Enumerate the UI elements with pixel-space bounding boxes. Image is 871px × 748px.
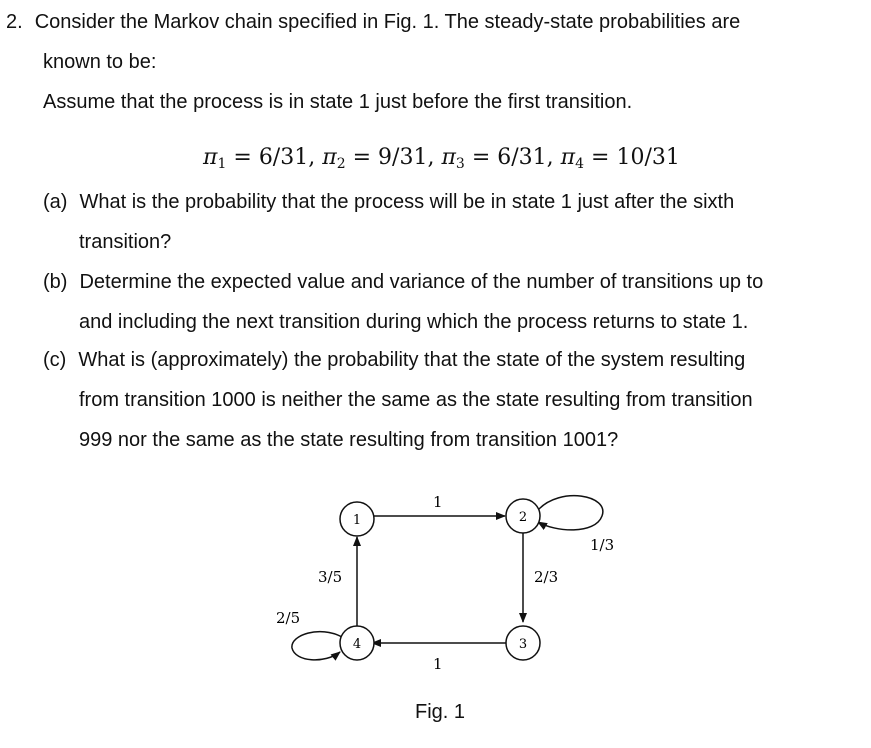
edge-4-self-loop <box>292 632 342 660</box>
pi-4: $\pi_4 = 10/31$ <box>560 145 680 172</box>
part-c-label: (c) <box>43 349 67 371</box>
part-c-line-3: 999 nor the same as the state resulting from transition 1001? <box>79 429 619 451</box>
svg-text:2: 2 <box>518 510 528 525</box>
state-node-2 <box>506 499 540 533</box>
problem-number: 2. <box>6 11 23 33</box>
part-b-line-2: and including the next transition during which the process returns to state 1. <box>79 311 749 333</box>
part-c-line-1: (c) What is (approximately) the probability that the state of the system resulting <box>43 349 746 371</box>
svg-text:1: 1 <box>352 513 362 528</box>
part-a-line-2: transition? <box>79 231 172 253</box>
part-b-line-1: (b) Determine the expected value and variance of the number of transitions up to <box>43 271 764 293</box>
pi-1: $\pi_1 = 6/31$, <box>203 145 323 172</box>
part-b-label: (b) <box>43 271 68 293</box>
figure-caption: Fig. 1 <box>415 701 466 723</box>
edge-2-self-loop <box>538 496 603 530</box>
svg-text:3: 3 <box>518 637 528 652</box>
part-a-line-1: (a) What is the probability that the process will be in state 1 just after the sixth <box>43 191 735 213</box>
edge-label-3-to-4: 1 <box>433 655 443 673</box>
pi-2: $\pi_2 = 9/31$, <box>322 145 442 172</box>
edge-label-2-self: 1/3 <box>590 536 615 554</box>
edge-label-4-self: 2/5 <box>276 609 301 627</box>
edge-label-2-to-3: 2/3 <box>534 568 559 586</box>
part-c-line-2: from transition 1000 is neither the same as the state resulting from transition <box>79 389 753 411</box>
assume-line: Assume that the process is in state 1 just before the first transition. <box>43 91 633 113</box>
state-node-3 <box>506 626 540 660</box>
state-node-4 <box>340 626 374 660</box>
part-a-label: (a) <box>43 191 68 213</box>
intro-text-1: Consider the Markov chain specified in Fig. 1. The steady-state probabilities are <box>34 11 741 33</box>
edge-label-1-to-2: 1 <box>433 493 443 511</box>
state-node-1 <box>340 502 374 536</box>
pi-3: $\pi_3 = 6/31$, <box>441 145 561 172</box>
problem-intro-line-2: known to be: <box>43 51 157 73</box>
edge-label-4-to-1: 3/5 <box>318 568 343 586</box>
svg-text:4: 4 <box>352 637 362 652</box>
